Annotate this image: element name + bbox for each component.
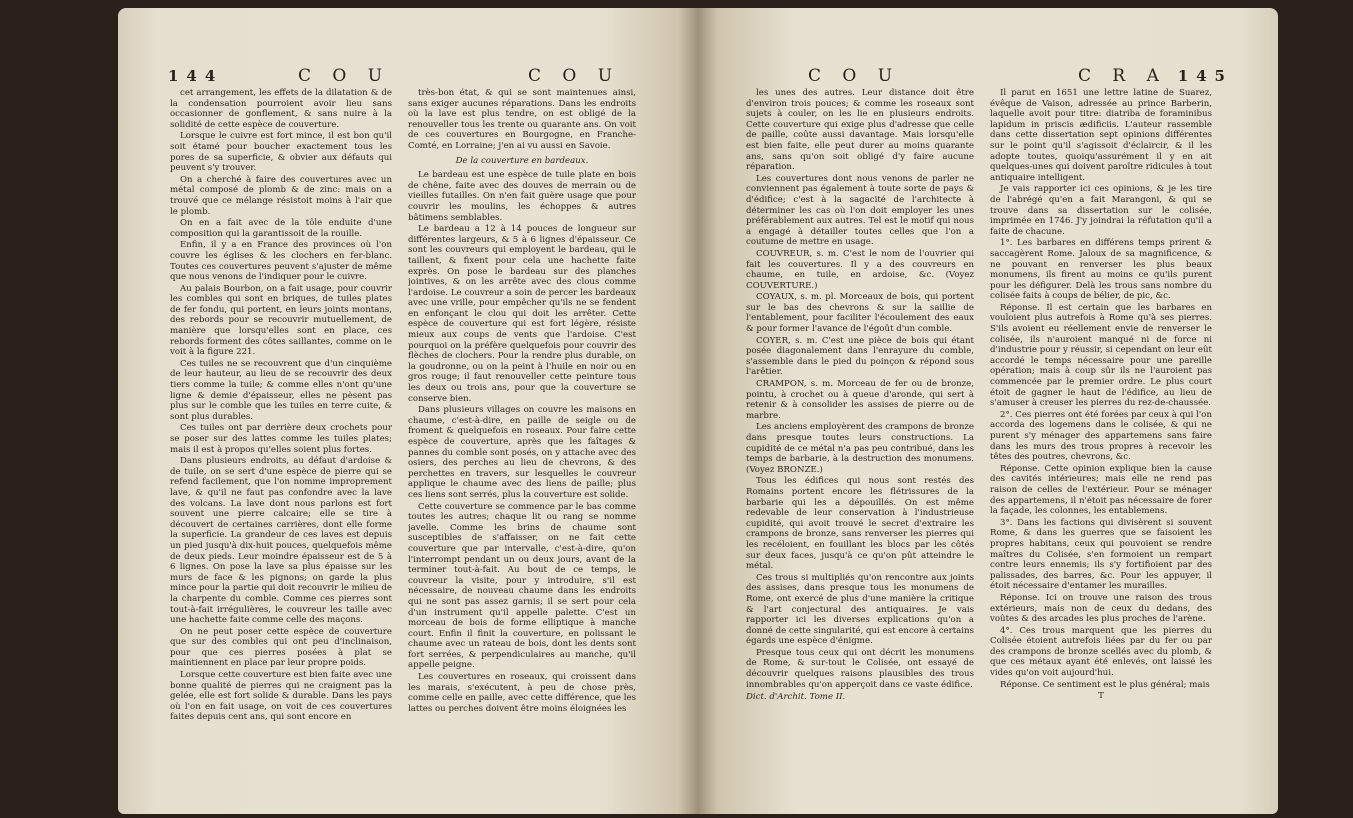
paragraph: Dans plusieurs villages on couvre les maisons en chaume, c'est-à-dire, en paille de seigle ou de froment & quelquefois en roseaux. Pour faire cette espèce de couverture, après que les faîtages & pannes du comble sont posés, on y attache avec des osiers, des perches au lieu de chevrons, & des perchettes en travers, sur lesquelles le couvreur applique le chaume avec des liens de paille; plus ces liens sont serrés, plus la couverture est solide.: [408, 405, 636, 500]
volume-footer: Dict. d'Archit. Tome II.: [746, 692, 846, 703]
open-book: [118, 8, 1278, 814]
paragraph: très-bon état, & qui se sont maintenues ainsi, sans exiger aucunes réparations. Dans les endroits où la lave est plus tendre, on est obligé de la renouveller tous les trente ou quarante ans. On voit de ces couvertures en Bourgogne, en Franche-Comté, en Lorraine; j'en ai vu aussi en Savoie.: [408, 88, 636, 151]
paragraph: On a cherché à faire des couvertures avec un métal composé de plomb & de zinc: mais on a trouvé que ce mélange résistoit moins à l'air que le plomb.: [170, 174, 392, 217]
right-page: [698, 8, 1278, 814]
signature-mark: T: [1098, 691, 1104, 702]
left-column-2: [408, 88, 636, 796]
paragraph: Les anciens employèrent des crampons de bronze dans presque toutes leurs constructions. La cupidité de ce métal n'a pas peu contribué, dans les temps de barbarie, à la destruction des monumens. (Voyez BRONZE.): [746, 422, 974, 475]
paragraph: Enfin, il y a en France des provinces où l'on couvre les églises & les clochers en fer-blanc. Toutes ces couvertures peuvent s'ajuster de même que nous venons de l'indiquer pour le cuivre.: [170, 240, 392, 283]
paragraph: Réponse. Ce sentiment est le plus général; mais: [1000, 679, 1210, 690]
paragraph: Tous les édifices qui nous sont restés des Romains portent encore les flétrissures de la barbarie qui les a dépouillés. On est même redevable de leur conservation à l'industrieuse cupidité, qui avoit trouvé le secret d'extraire les crampons de bronze, sans renverser les pierres qui les recéloient, en fouillant les blocs par les côtés sur deux faces, jusqu'à ce qu'on pût atteindre le métal.: [746, 476, 974, 572]
paragraph: Dans plusieurs endroits, au défaut d'ardoise & de tuile, on se sert d'une espèce de pierre qui se refend facilement, que l'on nomme improprement lave, & qu'il ne faut pas confondre avec la lave des volcans. La lave dont nous parlons est fort souvent une pierre calcaire; elle se tire à découvert de certaines carrières, dont elle forme la superficie. La grandeur de ces laves est depuis un pied jusqu'à dix-huit pouces, quelquefois même de deux pieds. Leur moindre épaisseur est de 5 à 6 lignes. On pose la lave sa plus épaisse sur les murs de face & les pignons; on garde la plus mince pour la partie qui doit recouvrir le milieu de la charpente du comble. Comme ces pierres sont tout-à-fait irrégulières, le couvreur les taille avec une hachette faite comme celle des maçons.: [170, 456, 392, 626]
paragraph: On ne peut poser cette espèce de couverture que sur des combles qui ont peu d'inclinaison, pour que ces pierres posées à plat se maintiennent en place par leur propre poids.: [170, 626, 392, 669]
paragraph: Le bardeau est une espèce de tuile plate en bois de chêne, faite avec des douves de merrain ou de vieilles futailles. On n'en fait guère usage que pour couvrir les moulins, les échoppes & autres bâtimens semblables.: [408, 170, 636, 223]
paragraph: 3°. Dans les factions qui divisèrent si souvent Rome, & dans les guerres que se faisoient les propres habitans, ceux qui pouvoient se rendre maîtres du Colisée, s'en formoient un rempart contre leurs ennemis; ils s'y fortifioient par des palissades, des barres, &c. Pour les appuyer, il étoit nécessaire d'entamer les murailles.: [990, 517, 1212, 592]
paragraph: 1°. Les barbares en différens temps prirent & saccagèrent Rome. Jaloux de sa magnificence, & ne pouvant en renverser les plus beaux monumens, ils firent au moins ce qu'ils purent pour les défigurer. Delà les trous sans nombre du colisée faits à coups de bélier, de pic, &c.: [990, 238, 1212, 302]
running-head-left: [118, 66, 698, 88]
head-word-right-b: C R A: [1078, 66, 1167, 86]
paragraph: 2°. Ces pierres ont été forées par ceux à qui l'on accorda des logemens dans le colisée, & qui ne purent s'y ménager des appartemens sans faire dans les murs des trous propres à recevoir les têtes des poutres, chevrons, &c.: [990, 409, 1212, 463]
paragraph: Réponse. Il est certain que les barbares en vouloient plus autrefois à Rome qu'à ses pierres. S'ils avoient eu réellement envie de renverser le colisée, ils n'auroient manqué ni de force ni d'industrie pour y réussir, si cependant on leur eût accordé le temps nécessaire pour une pareille opération; mais à coup sûr ils ne l'auroient pas commencée par le premier ordre. Le plus court étoit de gagner le haut de l'édifice, au lieu de s'amuser à creuser les pierres du rez-de-chaussée.: [990, 302, 1212, 409]
running-head-right: [698, 66, 1278, 88]
paragraph: 4°. Ces trous marquent que les pierres du Colisée étoient autrefois liées par du fer ou par des crampons de bronze scellés avec du plomb, & que ces métaux ayant été enlevés, ont laissé les vides qu'on voit aujourd'hui.: [990, 625, 1212, 679]
paragraph: Ces trous si multipliés qu'on rencontre aux joints des assises, dans presque tous les monumens de Rome, ont exercé de plus d'une manière la critique & l'art conjectural des antiquaires. Je vais rapporter ici les diverses explications qu'on a donné de cette singularité, qui est encore à certains égards une espèce d'énigme.: [746, 572, 974, 647]
page-number-left: 144: [168, 67, 224, 85]
paragraph: Il parut en 1651 une lettre latine de Suarez, évêque de Vaison, adressée au prince Barberin, laquelle avoit pour titre: diatriba de foraminibus lapidum in priscis ædificiis. L'auteur rassemble dans cette dissertation sept opinions différentes sur le point qu'il s'agissoit d'éclaircir, & il les adopte toutes, quoiqu'assurément il y en ait quelques-unes qui doivent paroître ridicules à tout antiquaire intelligent.: [990, 88, 1212, 183]
paragraph: Les couvertures en roseaux, qui croissent dans les marais, s'exécutent, à peu de chose près, comme celle en paille, avec cette différence, que les lattes ou perches doivent être moins éloignées les: [408, 672, 636, 714]
paragraph: Ces tuiles ne se recouvrent que d'un cinquième de leur hauteur, au lieu de se recouvrir des deux tiers comme la tuile; & comme elles n'ont qu'une ligne & demie d'épaisseur, elles ne pèsent pas plus sur le comble que les tuiles en terre cuite, & sont plus durables.: [170, 358, 392, 422]
paragraph: Au palais Bourbon, on a fait usage, pour couvrir les combles qui sont en briques, de tuiles plates de fer fondu, qui portent, en leurs joints montans, des rebords pour se recouvrir mutuellement, de manière que lorsqu'elles sont en place, ces rebords forment des côtes saillantes, comme on le voit à la figure 221.: [170, 283, 392, 358]
head-word-left-a: C O U: [298, 66, 391, 86]
paragraph: les unes des autres. Leur distance doit être d'environ trois pouces; & comme les roseaux sont sujets à couler, on les lie en plusieurs endroits. Cette couverture qui exige plus d'adresse que celle de paille, coûte aussi davantage. Mais lorsqu'elle est bien faite, elle peut durer au moins quarante ans, sans qu'on soit obligé d'y faire aucune réparation.: [746, 88, 974, 173]
head-word-left-b: C O U: [528, 66, 621, 86]
left-page: [118, 8, 698, 814]
paragraph: On en a fait avec de la tôle enduite d'une composition qui la garantissoit de la rouille.: [170, 218, 392, 239]
paragraph: Presque tous ceux qui ont décrit les monumens de Rome, & sur-tout le Colisée, ont essayé de découvrir quelques raisons plausibles des trous innombrables qu'on apperçoit dans ce vaste édifice.: [746, 647, 974, 690]
right-column-2: [990, 88, 1212, 796]
left-column-1: [170, 88, 392, 796]
paragraph: Cette couverture se commence par le bas comme toutes les autres; chaque lit ou rang se nomme javelle. Comme les brins de chaume sont susceptibles de s'affaisser, on ne fait cette couverture que par intervalle, c'est-à-dire, qu'on l'interrompt pendant un ou deux jours, avant de la terminer tout-à-fait. Au bout de ce temps, le couvreur la visite, pour y introduire, s'il est nécessaire, de nouveau chaume dans les endroits qui ne sont pas assez garnis; il se sert pour cela d'un instrument qu'il appelle palette. C'est un morceau de bois de forme elliptique à manche court. Enfin il finit la couverture, en polissant le chaume avec un rateau de bois, dont les dents sont fort serrées, & perpendiculaires au manche, qu'il appelle peigne.: [408, 501, 636, 671]
paragraph: Lorsque cette couverture est bien faite avec une bonne qualité de pierres qui ne craignent pas la gelée, elle est fort solide & durable. Dans les pays où l'on en fait usage, on voit de ces couvertures faites depuis cent ans, qui sont encore en: [170, 670, 392, 723]
paragraph: COUVREUR, s. m. C'est le nom de l'ouvrier qui fait les couvertures. Il y a des couvreurs en chaume, en tuile, en ardoise, &c. (Voyez COUVERTURE.): [746, 248, 974, 291]
paragraph: Ces tuiles ont par derrière deux crochets pour se poser sur des lattes comme les tuiles plates; mais il est à propos qu'elles soient plus fortes.: [170, 423, 392, 455]
paragraph: CRAMPON, s. m. Morceau de fer ou de bronze, pointu, à crochet ou à queue d'aronde, qui sert à retenir & à consolider les assises de pierre ou de marbre.: [746, 379, 974, 421]
paragraph: Je vais rapporter ici ces opinions, & je les tire de l'abrégé qu'en a fait Marangoni, & qui se trouve dans sa dissertation sur le colisée, imprimée en 1746. J'y joindrai la réfutation qu'il a faite de chacune.: [990, 184, 1212, 237]
paragraph: COYAUX, s. m. pl. Morceaux de bois, qui portent sur le bas des chevrons & sur la saillie de l'entablement, pour faciliter l'écoulement des eaux & pour former l'avance de l'égoût d'un comble.: [746, 292, 974, 335]
head-word-right-a: C O U: [808, 66, 901, 86]
paragraph: Les couvertures dont nous venons de parler ne conviennent pas également à toute sorte de pays & d'édifice; c'est à la sagacité de l'architecte à déterminer les cas où l'on doit employer les unes préférablement aux autres. Tel est le motif qui nous a engagé à détailler toutes celles que l'on a coutume de mettre en usage.: [746, 173, 974, 248]
page-number-right: 145: [1177, 67, 1233, 85]
paragraph: COYER, s. m. C'est une pièce de bois qui étant posée diagonalement dans l'enrayure du comble, s'assemble dans le pied du poinçon & répond sous l'arêtier.: [746, 335, 974, 378]
paragraph: Le bardeau a 12 à 14 pouces de longueur sur différentes largeurs, & 5 à 6 lignes d'épaisseur. Ce sont les couvreurs qui employent le bardeau, qui le taillent, & fixent pour cela une hachette faite exprès. On pose le bardeau sur des planches jointives, & on les arrête avec des clous comme l'ardoise. Le couvreur a soin de percer les bardeaux avec une vrille, pour empêcher qu'ils ne se fendent en enfonçant le clou qui doit les arrêter. Cette espèce de couverture qui est fort légère, résiste mieux aux coups de vents que l'ardoise. C'est pourquoi on la préfère quelquefois pour couvrir des flèches de clochers. Pour la rendre plus durable, on la goudronne, ou on la peint à l'huile en noir ou en gros rouge; il faut renouveller cette peinture tous les deux ou trois ans, pour que la couverture se conserve bien.: [408, 224, 636, 404]
section-heading: De la couverture en bardeaux.: [455, 155, 589, 166]
paragraph: Réponse. Cette opinion explique bien la cause des cavités intérieures; mais elle ne rend pas raison de celles de l'extérieur. Pour se ménager des appartemens, il n'étoit pas nécessaire de forer la façade, les colonnes, les entablemens.: [990, 463, 1212, 517]
paragraph: Réponse. Ici on trouve une raison des trous extérieurs, mais non de ceux du dedans, des voûtes & des arcades les plus proches de l'arène.: [990, 592, 1212, 625]
paragraph: cet arrangement, les effets de la dilatation & de la condensation pourroient avoir lieu sans occasionner de gonflement, & sans nuire à la solidité de cette espèce de couverture.: [170, 88, 392, 130]
right-column-1: [746, 88, 974, 796]
paragraph: Lorsque le cuivre est fort mince, il est bon qu'il soit étamé pour boucher exactement tous les pores de sa superficie, & obvier aux défauts qui peuvent s'y trouver.: [170, 131, 392, 174]
